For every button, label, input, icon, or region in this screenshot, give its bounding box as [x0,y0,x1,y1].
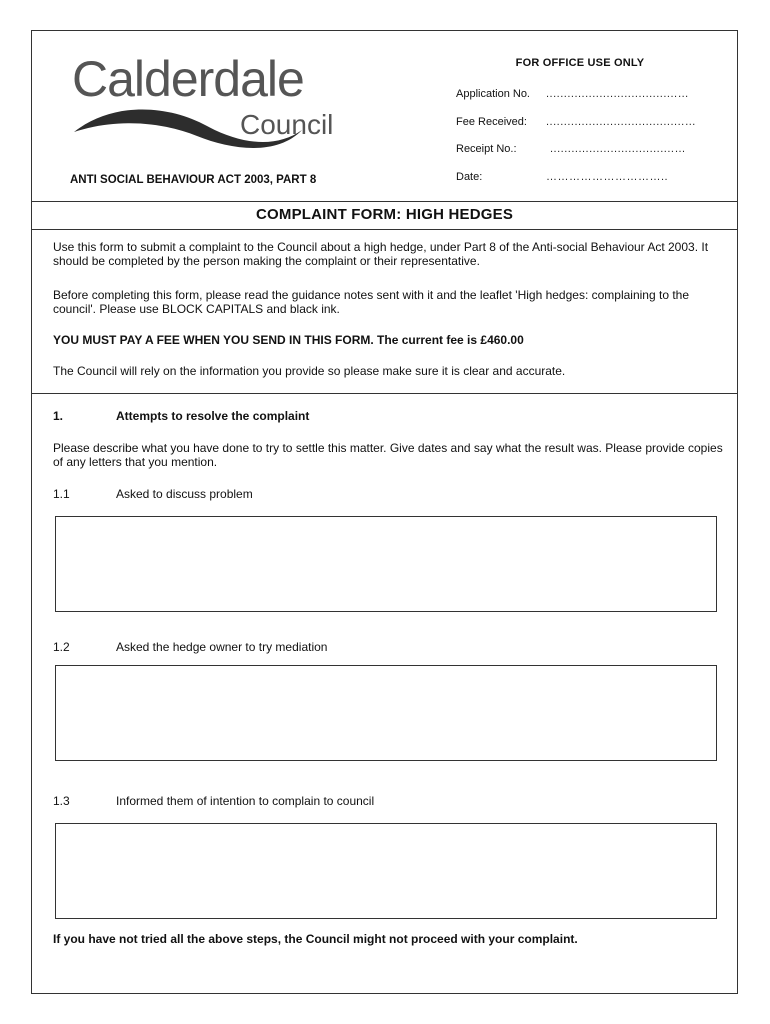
item-number: 1.1 [53,487,70,501]
section-description: Please describe what you have done to try to settle this matter. Give dates and say what the result was. Please provide copies of any letters that you mention. [53,441,723,469]
logo-sub: Council [240,109,334,140]
office-row-receipt [456,143,696,155]
fee-notice: YOU MUST PAY A FEE WHEN YOU SEND IN THIS FORM. The current fee is £460.00 [53,333,524,347]
office-row-application [456,88,696,100]
form-title: COMPLAINT FORM: HIGH HEDGES [255,206,514,223]
office-dots: ………………………….. [546,171,669,183]
logo-graphic [72,52,362,162]
logo-name: Calderdale [72,52,304,107]
section-footer-warning: If you have not tried all the above steps, the Council might not proceed with your complaint. [53,932,578,946]
section-title: Attempts to resolve the complaint [116,409,310,423]
intro-paragraph-4: The Council will rely on the information you provide so please make sure it is clear and accurate. [53,364,566,378]
item-number: 1.3 [53,794,70,808]
office-row-date [456,171,696,183]
item-label: Asked the hedge owner to try mediation [116,640,328,654]
office-dots: ...................................… [550,143,686,155]
item-label: Asked to discuss problem [116,487,253,501]
act-heading: ANTI SOCIAL BEHAVIOUR ACT 2003, PART 8 [70,174,317,186]
office-dots: .......................................… [546,116,697,128]
answer-box-discuss-problem[interactable] [55,516,717,612]
office-label: Receipt No.: [456,143,517,155]
calderdale-council-logo [72,52,362,162]
divider-title [31,229,738,230]
office-use-title: FOR OFFICE USE ONLY [515,57,645,69]
answer-box-mediation[interactable] [55,665,717,761]
item-label: Informed them of intention to complain to council [116,794,375,808]
office-label: Application No. [456,88,530,100]
item-number: 1.2 [53,640,70,654]
office-row-fee [456,116,696,128]
divider-intro [31,393,738,394]
intro-paragraph-1: Use this form to submit a complaint to the Council about a high hedge, under Part 8 of the Anti-social Behaviour Act 2003. It should be completed by the person making the complaint or their representative. [53,240,709,268]
office-label: Date: [456,171,483,183]
divider-header [31,201,738,202]
intro-paragraph-2: Before completing this form, please read the guidance notes sent with it and the leaflet 'High hedges: complaining to the council'. Please use BLOCK CAPITALS and black ink. [53,288,690,316]
answer-box-informed-intention[interactable] [55,823,717,919]
section-number: 1. [53,409,64,423]
office-label: Fee Received: [456,116,527,128]
office-dots: .....................................… [546,88,690,100]
